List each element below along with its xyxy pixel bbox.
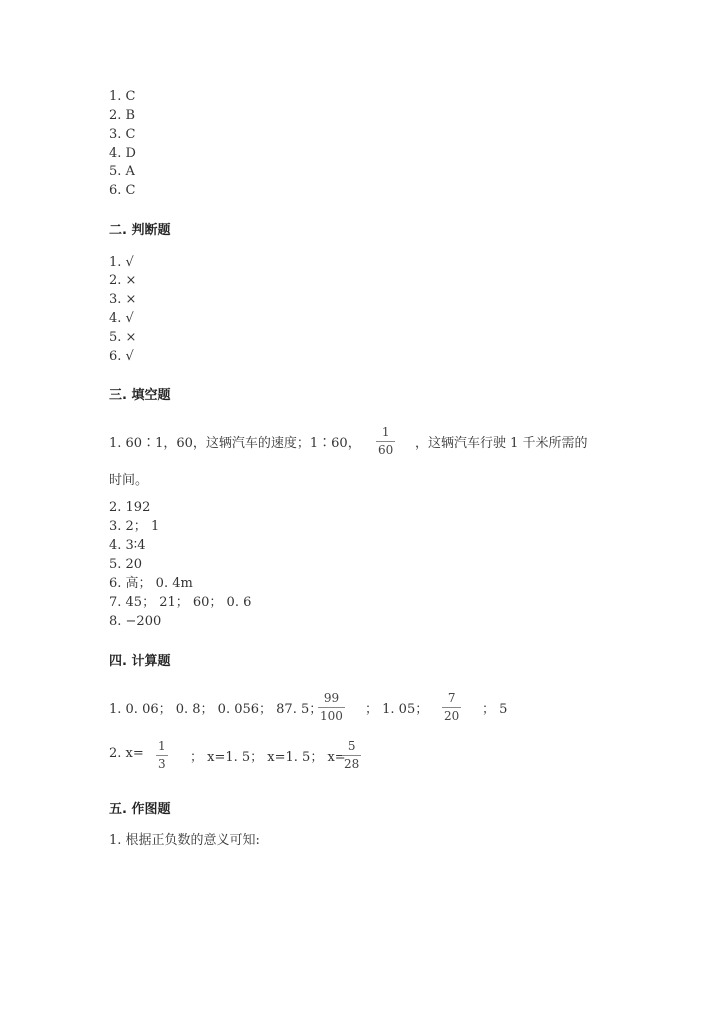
fraction-7-20 <box>442 692 461 723</box>
fraction-denominator: 28 <box>344 757 360 771</box>
answer-item: 4. 3∶4 <box>109 538 146 553</box>
fraction-bar <box>442 707 461 708</box>
drawing-q1-text: 1. 根据正负数的意义可知: <box>109 833 260 848</box>
calc-q1-part1: 1. 0. 06； 0. 8； 0. 056； 87. 5； <box>109 702 323 717</box>
fraction-numerator: 1 <box>158 739 166 753</box>
answer-item: 2. 192 <box>109 500 151 515</box>
fraction-1-60 <box>376 426 395 457</box>
answer-item: 8. −200 <box>109 614 162 629</box>
fraction-1-3 <box>156 740 168 771</box>
answer-item: 5. 20 <box>109 557 143 572</box>
q1-text-part2: ，这辆汽车行驶 1 千米所需的 <box>415 436 588 451</box>
fraction-denominator: 60 <box>378 443 394 457</box>
answer-item: 3. × <box>109 292 137 307</box>
calc-q2-part1: 2. x= <box>109 746 144 761</box>
fraction-numerator: 99 <box>323 691 340 705</box>
answer-item: 3. C <box>109 127 136 142</box>
answer-item: 5. A <box>109 164 135 179</box>
fraction-bar <box>376 441 395 442</box>
fraction-numerator: 5 <box>347 739 356 753</box>
answer-item: 4. √ <box>109 311 134 326</box>
fraction-bar <box>342 755 361 756</box>
calc-q1-part2: ； 1. 05； <box>365 702 429 717</box>
answer-item: 6. 高； 0. 4m <box>109 576 193 591</box>
fraction-5-28 <box>342 740 361 771</box>
section-heading-calculation: 四. 计算题 <box>109 654 171 669</box>
answer-item: 2. B <box>109 108 136 123</box>
answer-item: 6. C <box>109 183 136 198</box>
fraction-99-100 <box>318 692 345 723</box>
fraction-numerator: 1 <box>381 425 390 439</box>
fraction-denominator: 100 <box>320 709 343 723</box>
q1-text-cont: 时间。 <box>109 473 149 488</box>
fraction-numerator: 7 <box>447 691 456 705</box>
fraction-bar <box>318 707 345 708</box>
answer-item: 5. × <box>109 330 137 345</box>
answer-item: 6. √ <box>109 349 134 364</box>
section-heading-drawing: 五. 作图题 <box>109 802 171 817</box>
fraction-bar <box>156 755 168 756</box>
answer-item: 3. 2； 1 <box>109 519 160 534</box>
answer-item: 1. C <box>109 89 136 104</box>
answer-item: 7. 45； 21； 60； 0. 6 <box>109 595 252 610</box>
answer-item: 2. × <box>109 273 137 288</box>
answer-item: 4. D <box>109 146 136 161</box>
q1-text-part1: 1. 60∶1，60，这辆汽车的速度；1∶60， <box>109 436 361 451</box>
section-heading-judgement: 二. 判断题 <box>109 223 171 238</box>
calc-q2-part2: ； x=1. 5； x=1. 5； x= <box>190 750 346 765</box>
answer-item: 1. √ <box>109 255 134 270</box>
calc-q1-part3: ； 5 <box>482 702 508 717</box>
section-heading-fill-blank: 三. 填空题 <box>109 388 171 403</box>
fraction-denominator: 20 <box>444 709 460 723</box>
fraction-denominator: 3 <box>158 757 166 771</box>
